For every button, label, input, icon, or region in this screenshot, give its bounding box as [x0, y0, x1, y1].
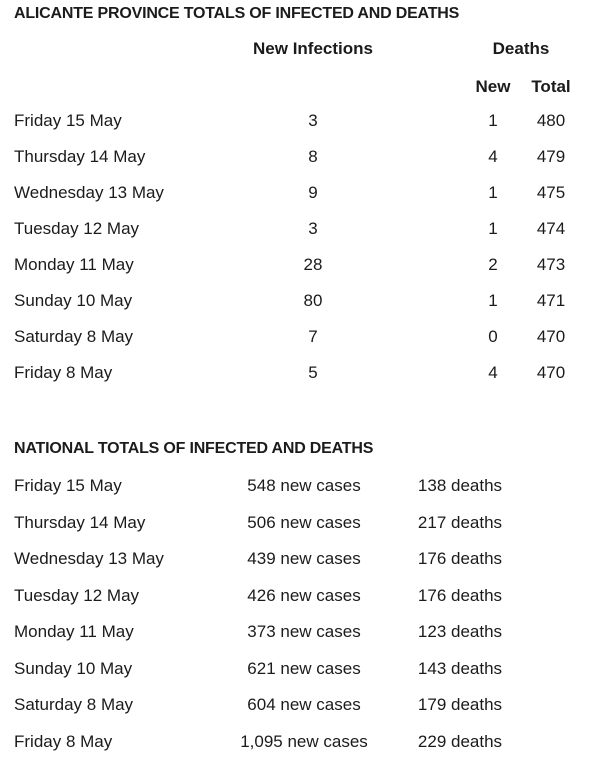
row-day: Wednesday 13 May [14, 549, 164, 568]
row-day: Thursday 14 May [14, 147, 146, 166]
row-deaths-total: 480 [536, 111, 566, 130]
row-deaths-total: 473 [536, 255, 566, 274]
header-spacer [14, 39, 163, 59]
row-day: Friday 8 May [14, 731, 113, 751]
row-new-infections: 28 [303, 255, 323, 274]
header-spacer [163, 77, 463, 97]
row-deaths-new: 4 [488, 363, 498, 382]
row-cases: 439 new cases [247, 549, 361, 568]
alicante-header-row-1 [14, 39, 579, 59]
row-new-infections: 7 [308, 327, 318, 346]
table-row [14, 211, 579, 247]
row-deaths-total: 475 [536, 183, 566, 202]
row-day: Sunday 10 May [14, 658, 133, 678]
row-deaths-new: 2 [488, 255, 498, 274]
row-day: Monday 11 May [14, 255, 134, 274]
row-deaths-total: 479 [536, 147, 566, 166]
row-deaths: 217 deaths [417, 512, 503, 532]
table-row [14, 724, 516, 761]
row-day: Wednesday 13 May [14, 183, 164, 202]
row-day: Thursday 14 May [14, 512, 146, 532]
row-deaths: 123 deaths [417, 622, 503, 641]
row-cases: 1,095 new cases [240, 731, 368, 751]
row-day: Saturday 8 May [14, 695, 134, 714]
header-deaths: Deaths [492, 39, 550, 58]
row-day: Sunday 10 May [14, 291, 133, 310]
row-cases: 426 new cases [247, 585, 361, 605]
national-section-title: NATIONAL TOTALS OF INFECTED AND DEATHS [14, 440, 374, 457]
row-deaths-new: 1 [488, 219, 498, 238]
row-day: Monday 11 May [14, 622, 134, 641]
table-row [14, 687, 516, 724]
row-deaths: 176 deaths [417, 549, 503, 568]
header-spacer [14, 77, 163, 97]
row-day: Saturday 8 May [14, 327, 134, 346]
row-new-infections: 5 [308, 363, 318, 382]
row-deaths-new: 4 [488, 147, 498, 166]
row-new-infections: 3 [308, 219, 318, 238]
row-deaths-total: 470 [536, 327, 566, 346]
table-row [14, 103, 579, 139]
table-row [14, 355, 579, 391]
row-cases: 548 new cases [247, 476, 361, 495]
row-cases: 621 new cases [247, 658, 361, 678]
row-cases: 506 new cases [247, 512, 361, 532]
header-deaths-total: Total [531, 77, 571, 96]
table-row [14, 139, 579, 175]
row-deaths-new: 1 [488, 291, 498, 310]
header-deaths-new: New [475, 77, 511, 96]
row-day: Friday 15 May [14, 476, 122, 495]
row-deaths: 179 deaths [417, 695, 503, 714]
table-row [14, 651, 516, 688]
row-new-infections: 80 [303, 291, 323, 310]
row-deaths: 229 deaths [417, 731, 503, 751]
row-deaths-total: 470 [536, 363, 566, 382]
national-table [14, 468, 516, 760]
table-row [14, 283, 579, 319]
row-cases: 373 new cases [247, 622, 361, 641]
row-deaths-new: 1 [488, 183, 498, 202]
alicante-header-row-2 [14, 77, 579, 97]
header-new-infections: New Infections [253, 39, 373, 58]
row-deaths-total: 471 [536, 291, 566, 310]
row-day: Friday 8 May [14, 363, 113, 382]
table-row [14, 247, 579, 283]
row-cases: 604 new cases [247, 695, 361, 714]
alicante-table [14, 103, 579, 391]
row-day: Friday 15 May [14, 111, 122, 130]
row-day: Tuesday 12 May [14, 585, 140, 605]
row-deaths-new: 0 [488, 327, 498, 346]
row-deaths: 143 deaths [417, 658, 503, 678]
row-new-infections: 8 [308, 147, 318, 166]
table-row [14, 541, 516, 578]
row-day: Tuesday 12 May [14, 219, 140, 238]
table-row [14, 614, 516, 651]
row-new-infections: 9 [308, 183, 318, 202]
table-row [14, 319, 579, 355]
row-deaths: 138 deaths [417, 476, 503, 495]
row-new-infections: 3 [308, 111, 318, 130]
row-deaths-total: 474 [536, 219, 566, 238]
row-deaths-new: 1 [488, 111, 498, 130]
table-row [14, 468, 516, 505]
table-row [14, 578, 516, 615]
row-deaths: 176 deaths [417, 585, 503, 605]
table-row [14, 505, 516, 542]
alicante-section-title: ALICANTE PROVINCE TOTALS OF INFECTED AND DEATHS [14, 5, 460, 22]
table-row [14, 175, 579, 211]
